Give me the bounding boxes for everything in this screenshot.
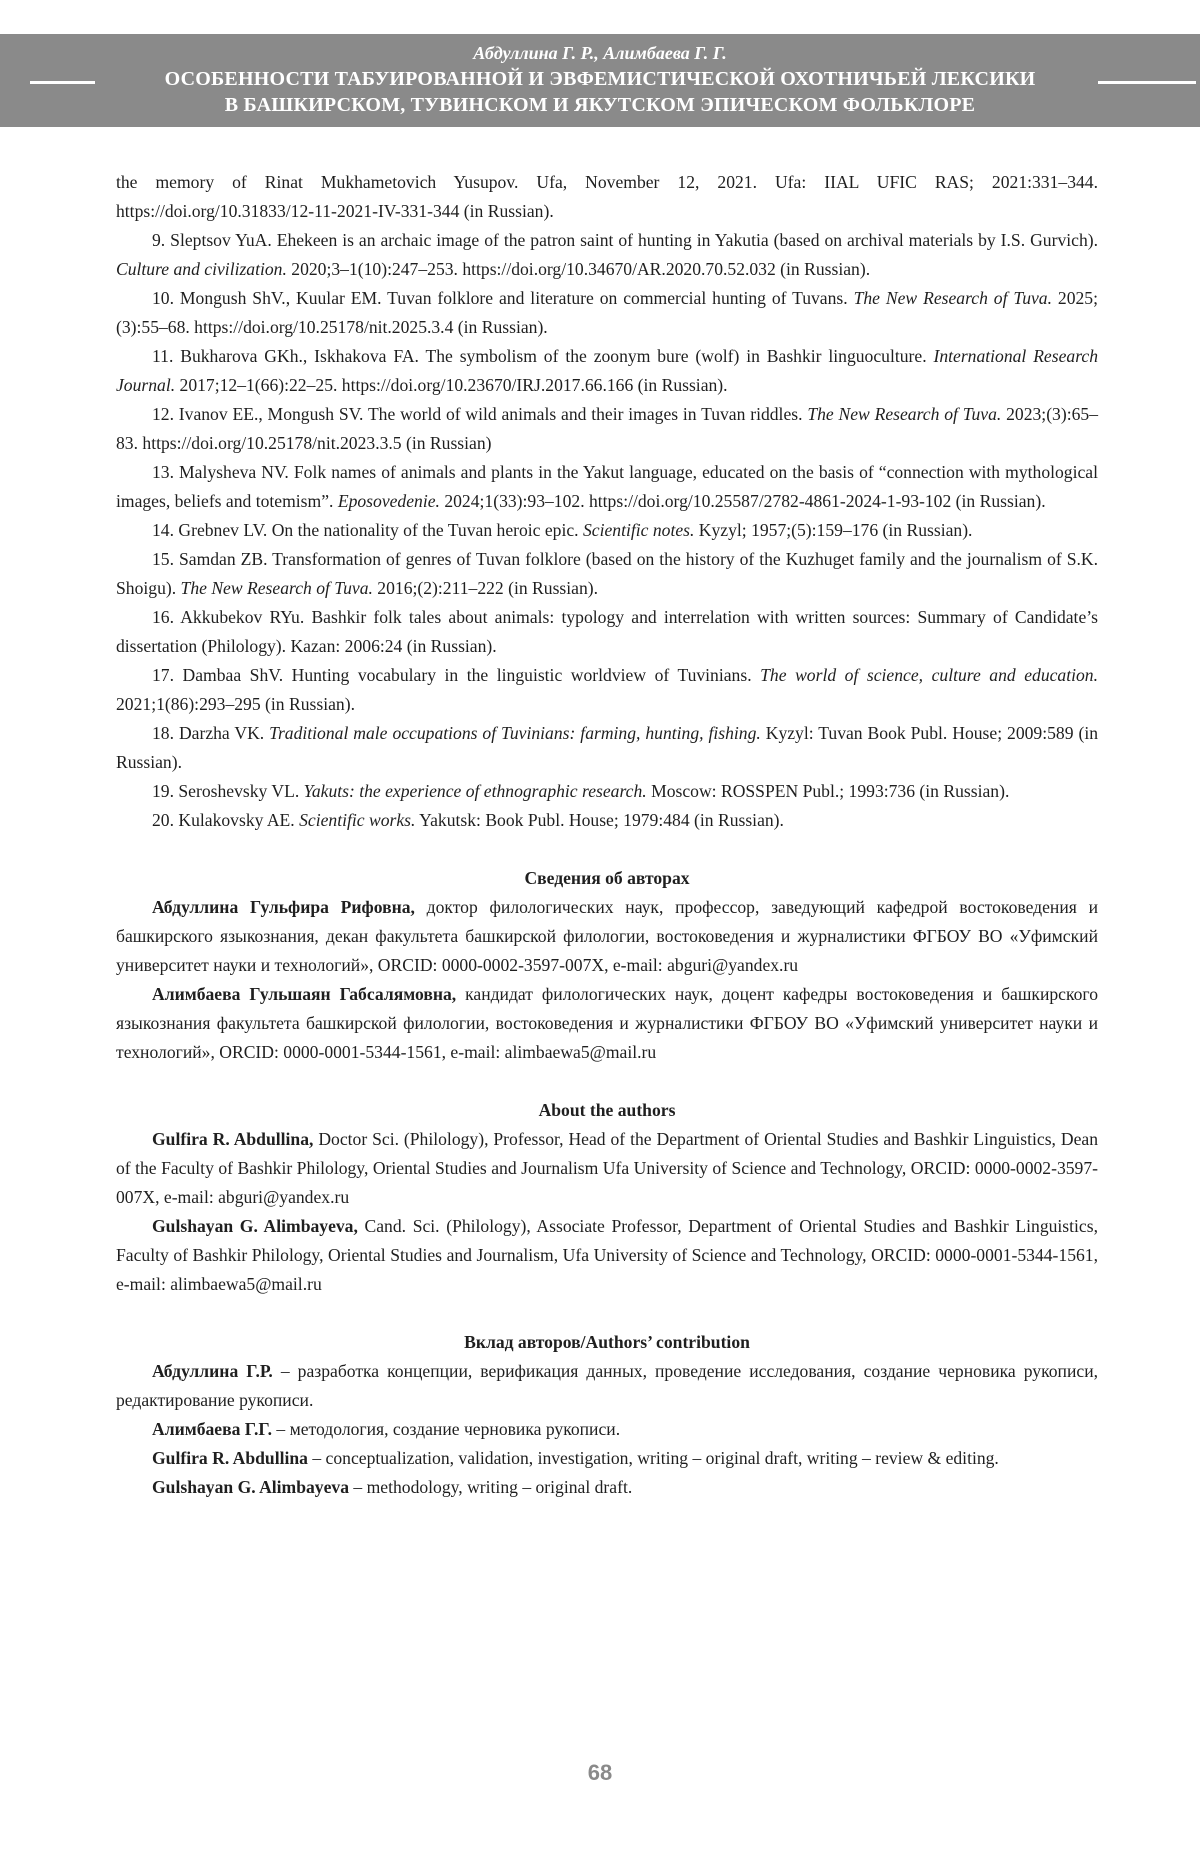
contribution-3: Gulfira R. Abdullina – conceptualization, validation, investigation, writing – original draft, writing – review & editing. (152, 1448, 999, 1468)
author-en-1: Gulfira R. Abdullina, Doctor Sci. (Philology), Professor, Head of the Department of Oriental Studies and Bashkir Linguistics, Dean of the Faculty of Bashkir Philology, Oriental Studies and Journalism Ufa University of Science and Technology, ORCID: 0000-0002-3597-007X, e-mail: abguri@yandex.ru (116, 1129, 1098, 1207)
reference-16: 16. Akkubekov RYu. Bashkir folk tales about animals: typology and interrelation with written sources: Summary of Candidate’s dissertation (Philology). Kazan: 2006:24 (in Russian). (116, 607, 1098, 656)
contribution-2: Алимбаева Г.Г. – методология, создание черновика рукописи. (152, 1419, 621, 1439)
header-title-line-2: В БАШКИРСКОМ, ТУВИНСКОМ И ЯКУТСКОМ ЭПИЧЕСКОМ ФОЛЬКЛОРЕ (224, 94, 976, 116)
contribution-heading: Вклад авторов/Authors’ contribution (464, 1332, 750, 1352)
contribution-1: Абдуллина Г.Р. – разработка концепции, верификация данных, проведение исследования, создание черновика рукописи, редактирование рукописи. (116, 1361, 1099, 1410)
reference-19: 19. Seroshevsky VL. Yakuts: the experience of ethnographic research. Moscow: ROSSPEN Publ.; 1993:736 (in Russian). (152, 781, 1010, 801)
reference-11: 11. Bukharova GKh., Iskhakova FA. The symbolism of the zoonym bure (wolf) in Bashkir linguoculture. International Research Journal. 2017;12–1(66):22–25. https://doi.org/10.23670/IRJ.2017.66.166 (in Russian). (116, 346, 1098, 395)
page-number: 68 (587, 1760, 613, 1785)
authors-ru-heading: Сведения об авторах (524, 868, 690, 888)
header-title-line-1: ОСОБЕННОСТИ ТАБУИРОВАННОЙ И ЭВФЕМИСТИЧЕСКОЙ ОХОТНИЧЬЕЙ ЛЕКСИКИ (164, 68, 1036, 90)
reference-14: 14. Grebnev LV. On the nationality of the Tuvan heroic epic. Scientific notes. Kyzyl; 1957;(5):159–176 (in Russian). (152, 520, 973, 540)
header-authors: Абдуллина Г. Р., Алимбаева Г. Г. (473, 43, 727, 63)
reference-15: 15. Samdan ZB. Transformation of genres of Tuvan folklore (based on the history of the Kuzhuget family and the journalism of S.K. Shoigu). The New Research of Tuva. 2016;(2):211–222 (in Russian). (116, 549, 1098, 598)
reference-20: 20. Kulakovsky AE. Scientific works. Yakutsk: Book Publ. House; 1979:484 (in Russian). (152, 810, 784, 830)
author-en-2: Gulshayan G. Alimbayeva, Cand. Sci. (Philology), Associate Professor, Department of Oriental Studies and Bashkir Linguistics, Faculty of Bashkir Philology, Oriental Studies and Journalism, Ufa University of Science and Technology, ORCID: 0000-0001-5344-1561, e-mail: alimbaewa5@mail.ru (116, 1216, 1098, 1294)
reference-12: 12. Ivanov EE., Mongush SV. The world of wild animals and their images in Tuvan riddles. The New Research of Tuva. 2023;(3):65–83. https://doi.org/10.25178/nit.2023.3.5 (in Russian) (116, 404, 1098, 453)
contribution-4: Gulshayan G. Alimbayeva – methodology, writing – original draft. (152, 1477, 633, 1497)
authors-en-heading: About the authors (538, 1100, 676, 1120)
reference-9: 9. Sleptsov YuA. Ehekeen is an archaic image of the patron saint of hunting in Yakutia (based on archival materials by I.S. Gurvich). Culture and civilization. 2020;3–1(10):247–253. https://doi.org/10.34670/AR.2020.70.52.032 (in Russian). (116, 230, 1098, 279)
reference-17: 17. Dambaa ShV. Hunting vocabulary in the linguistic worldview of Tuvinians. The world of science, culture and education. 2021;1(86):293–295 (in Russian). (116, 665, 1099, 714)
reference-13: 13. Malysheva NV. Folk names of animals and plants in the Yakut language, educated on the basis of “connection with mythological images, beliefs and totemism”. Eposovedenie. 2024;1(33):93–102. https://doi.org/10.25587/2782-4861-2024-1-93-102 (in Russian). (116, 462, 1098, 511)
author-ru-1: Абдуллина Гульфира Рифовна, доктор филологических наук, профессор, заведующий кафедрой востоковедения и башкирского языкознания, декан факультета башкирской филологии, востоковедения и журналистики ФГБОУ ВО «Уфимский университет науки и технологий», ORCID: 0000-0002-3597-007X, e-mail: abguri@yandex.ru (116, 897, 1098, 975)
reference-8-tail: the memory of Rinat Mukhametovich Yusupov. Ufa, November 12, 2021. Ufa: IIAL UFIC RAS; 2021:331–344. https://doi.org/10.31833/12-11-2021-IV-331-344 (in Russian). (116, 172, 1098, 221)
reference-18: 18. Darzha VK. Traditional male occupations of Tuvinians: farming, hunting, fishing. Kyzyl: Tuvan Book Publ. House; 2009:589 (in Russian). (116, 723, 1099, 772)
page-content (116, 168, 1098, 1502)
running-header (0, 34, 1200, 127)
reference-10: 10. Mongush ShV., Kuular EM. Tuvan folklore and literature on commercial hunting of Tuvans. The New Research of Tuva. 2025;(3):55–68. https://doi.org/10.25178/nit.2025.3.4 (in Russian). (116, 288, 1098, 337)
author-ru-2: Алимбаева Гульшаян Габсалямовна, кандидат филологических наук, доцент кафедры востоковедения и башкирского языкознания факультета башкирской филологии, востоковедения и журналистики ФГБОУ ВО «Уфимский университет науки и технологий», ORCID: 0000-0001-5344-1561, e-mail: alimbaewa5@mail.ru (116, 984, 1099, 1062)
